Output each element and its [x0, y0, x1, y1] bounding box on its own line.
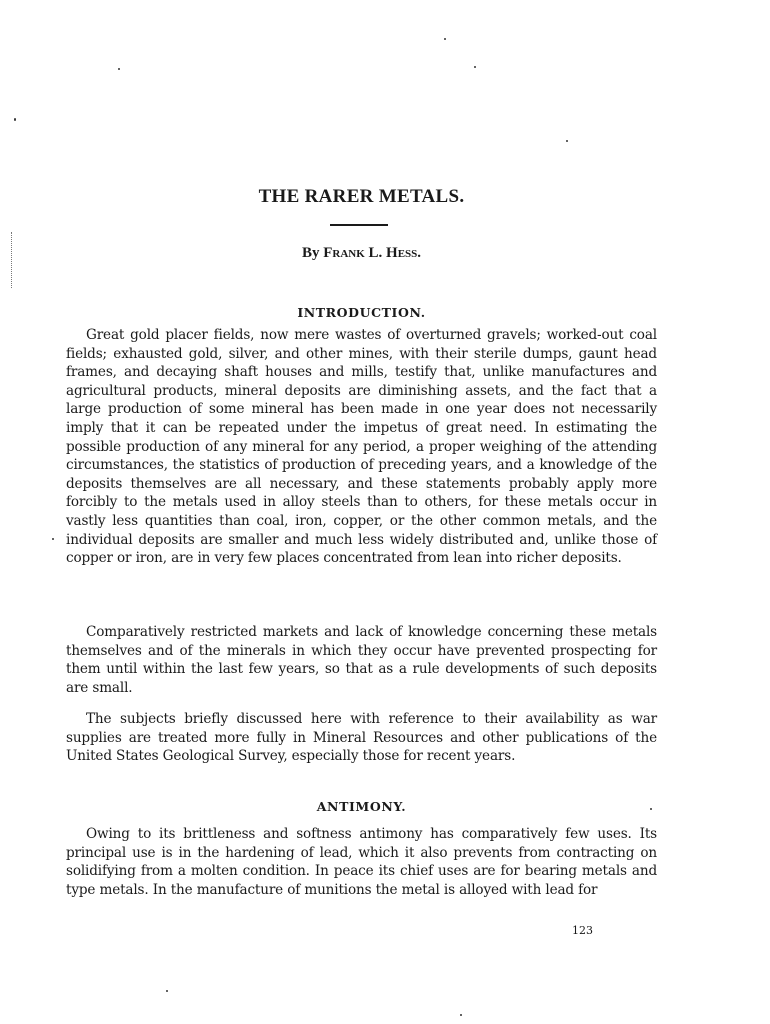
- section-heading-introduction: INTRODUCTION.: [297, 305, 426, 320]
- byline-prefix: By: [301, 245, 320, 261]
- byline: [66, 245, 657, 262]
- page-speck: [118, 68, 120, 70]
- paragraph: Great gold placer fields, now mere wastes of overturned gravels; worked-out coal fields; exhausted gold, silver, and other mines, with their sterile dumps, gaunt head frames, and decaying shaft houses and mills, testify that, unlike manufactures and agricultural products, mineral deposits are diminishing assets, and the fact that a large production of some mineral has been made in one year does not necessarily imply that it can be repeated under the impetus of great need. In estimating the possible production of any mineral for any period, a proper weighing of the attending circumstances, the statistics of production of preceding years, and a knowledge of the deposits themselves are all necessary, and these statements probably apply more forcibly to the metals used in alloy steels than to others, for these metals occur in vastly less quantities than coal, iron, copper, or the other common metals, and the individual deposits are smaller and much less widely distributed and, unlike those of copper or iron, are in very few places concentrated from lean into richer deposits.: [66, 327, 657, 567]
- paragraph: The subjects briefly discussed here with reference to their availability as war supplies are treated more fully in Mineral Resources and other publications of the United States Geological Survey, especially those for recent years.: [66, 711, 657, 765]
- paragraph: Comparatively restricted markets and lack of knowledge concerning these metals themselves and of the minerals in which they occur have prevented prospecting for them until within the last few years, so that as a rule developments of such deposits are small.: [66, 624, 657, 696]
- page-speck: [460, 1014, 462, 1016]
- page-speck: [474, 66, 476, 68]
- page-speck: [566, 140, 568, 142]
- page-speck: [52, 538, 54, 540]
- paragraph: Owing to its brittleness and softness antimony has comparatively few uses. Its principal use is in the hardening of lead, which it also prevents from contracting on solidifying from a molten condition. In peace its chief uses are for bearing metals and type metals. In the manufacture of munitions the metal is alloyed with lead for: [66, 826, 657, 898]
- page-speck: [166, 990, 168, 992]
- document-title: THE RARER METALS.: [258, 186, 465, 207]
- page-speck: [14, 118, 16, 121]
- page-speck: [444, 38, 446, 40]
- section-heading-antimony: ANTIMONY.: [316, 799, 407, 814]
- author-name: Frank L. Hess.: [323, 245, 422, 261]
- title-rule: [330, 224, 388, 226]
- margin-binding-marks: [11, 232, 16, 288]
- page-number: 123: [572, 924, 593, 937]
